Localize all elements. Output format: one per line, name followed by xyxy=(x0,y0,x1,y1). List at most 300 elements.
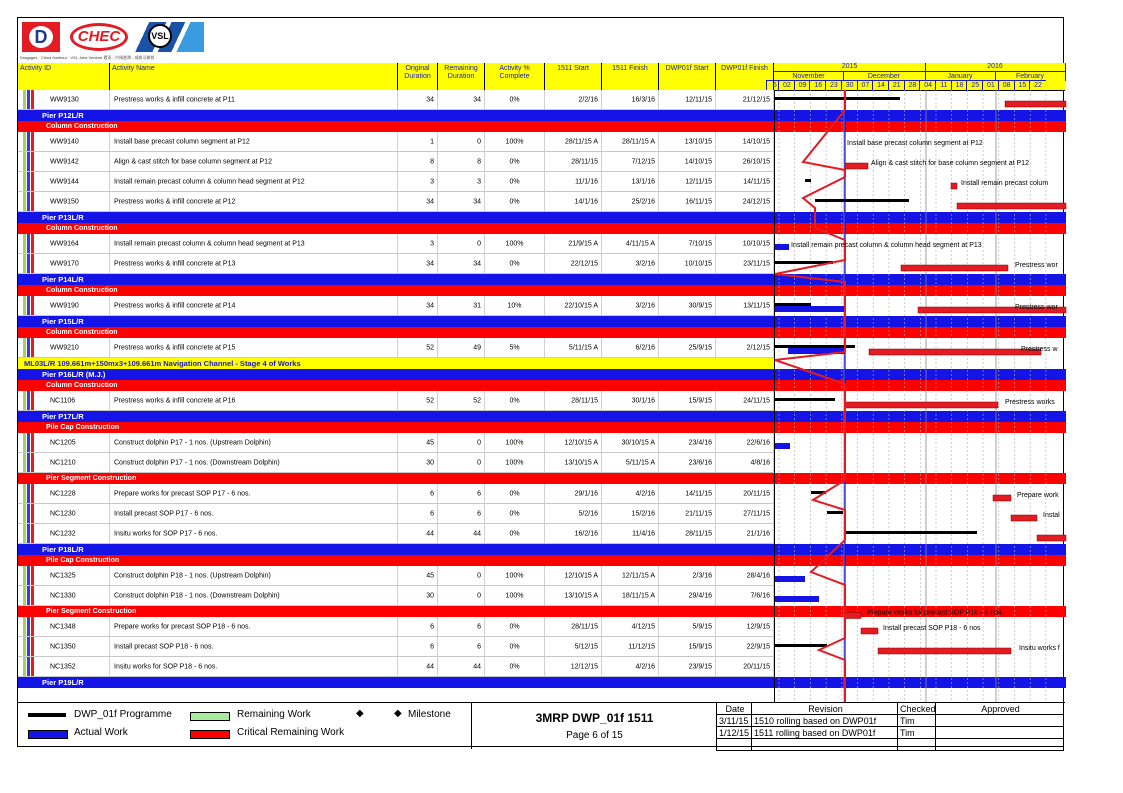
cell-name: Install precast SOP P17 - 6 nos. xyxy=(110,504,398,523)
cell-pct: 5% xyxy=(485,338,545,357)
vsl-logo: VSL xyxy=(132,22,204,52)
wbs-header[interactable]: Pier P19L/R xyxy=(18,677,774,688)
cell-dfinish: 10/10/15 xyxy=(716,234,774,253)
cell-dfinish: 26/10/15 xyxy=(716,152,774,171)
gantt-wbs-band xyxy=(775,327,1066,338)
cell-s1511: 12/10/15 A xyxy=(545,433,602,452)
cell-rd: 6 xyxy=(438,484,485,503)
wbs-subheader[interactable]: Column Construction xyxy=(18,285,774,296)
critical-bar[interactable] xyxy=(869,349,1041,355)
cell-s1511: 12/10/15 A xyxy=(545,566,602,585)
cell-name: Prestress works & infill concrete at P12 xyxy=(110,192,398,211)
rev-empty xyxy=(936,739,1064,751)
cell-od: 30 xyxy=(398,453,438,472)
cell-s1511: 11/1/16 xyxy=(545,172,602,191)
cell-name: Construct dolphin P18 - 1 nos. (Downstream Dolphin) xyxy=(110,586,398,605)
wbs-subheader[interactable]: Column Construction xyxy=(18,223,774,234)
cell-s1511: 12/12/15 xyxy=(545,657,602,676)
cell-rd: 6 xyxy=(438,617,485,636)
cell-rd: 34 xyxy=(438,254,485,273)
cell-s1511: 28/11/15 xyxy=(545,617,602,636)
col-dwp-start[interactable]: DWP01f Start xyxy=(659,63,716,90)
cell-s1511: 5/2/16 xyxy=(545,504,602,523)
table-row[interactable] xyxy=(18,254,774,274)
col-1511-start[interactable]: 1511 Start xyxy=(545,63,602,90)
rev-checked: Tim xyxy=(898,715,936,727)
cell-rd: 6 xyxy=(438,504,485,523)
cell-dfinish: 21/1/16 xyxy=(716,524,774,543)
gantt-wbs-band xyxy=(775,316,1066,327)
cell-s1511: 28/11/15 xyxy=(545,391,602,410)
timeline-month: December xyxy=(843,71,926,81)
cell-id: WW9210 xyxy=(18,338,110,357)
programme-bar[interactable] xyxy=(815,199,909,202)
cell-dfinish: 14/11/15 xyxy=(716,172,774,191)
timeline-header xyxy=(774,63,1065,91)
cell-id: NC1330 xyxy=(18,586,110,605)
cell-od: 3 xyxy=(398,172,438,191)
programme-bar[interactable] xyxy=(775,97,900,100)
gantt-wbs-band xyxy=(775,544,1066,555)
cell-dfinish: 24/12/15 xyxy=(716,192,774,211)
cell-rd: 44 xyxy=(438,524,485,543)
cell-od: 34 xyxy=(398,192,438,211)
table-row[interactable] xyxy=(18,433,774,453)
cell-pct: 100% xyxy=(485,132,545,151)
timeline-day: 11 xyxy=(935,80,952,91)
rev-approved xyxy=(936,715,1064,727)
cell-dstart: 5/9/15 xyxy=(659,617,716,636)
wbs-subheader[interactable]: Column Construction xyxy=(18,121,774,132)
cell-f1511: 4/11/15 A xyxy=(602,234,659,253)
wbs-header[interactable]: Pier P15L/R xyxy=(18,316,774,327)
wbs-subheader[interactable]: Column Construction xyxy=(18,380,774,391)
title-block xyxy=(471,703,717,749)
timeline-day: 23 xyxy=(825,80,842,91)
cell-name: Insitu works for SOP P17 - 6 nos. xyxy=(110,524,398,543)
dragages-logo: D xyxy=(22,22,60,52)
cell-id: WW9130 xyxy=(18,90,110,109)
cell-dstart: 30/9/15 xyxy=(659,296,716,315)
timeline-day: 07 xyxy=(857,80,874,91)
cell-s1511: 22/10/15 A xyxy=(545,296,602,315)
cell-name: Prestress works & infill concrete at P14 xyxy=(110,296,398,315)
cell-dstart: 21/11/15 xyxy=(659,504,716,523)
cell-dfinish: 22/6/16 xyxy=(716,433,774,452)
cell-s1511: 16/2/16 xyxy=(545,524,602,543)
legend-critical: Critical Remaining Work xyxy=(237,727,345,738)
programme-bar[interactable] xyxy=(805,179,811,182)
legend-remaining-swatch xyxy=(190,712,230,721)
col-activity-name[interactable]: Activity Name xyxy=(110,63,398,90)
gantt-bar-label: Prepare works for precast SOP P18 - 6 nos. xyxy=(867,609,1004,617)
table-row[interactable] xyxy=(18,453,774,473)
cell-od: 44 xyxy=(398,524,438,543)
timeline-day: 02 xyxy=(778,80,795,91)
cell-od: 1 xyxy=(398,132,438,151)
timeline-year: 2016 xyxy=(925,63,1066,71)
cell-dfinish: 13/11/15 xyxy=(716,296,774,315)
cell-name: Construct dolphin P17 - 1 nos. (Upstream Dolphin) xyxy=(110,433,398,452)
gantt-wbs-band xyxy=(775,212,1066,223)
timeline-day: 21 xyxy=(888,80,905,91)
cell-f1511: 5/11/15 A xyxy=(602,453,659,472)
cell-s1511: 13/10/15 A xyxy=(545,586,602,605)
legend-programme-swatch xyxy=(28,713,66,717)
cell-dfinish: 27/11/15 xyxy=(716,504,774,523)
schedule-sheet xyxy=(17,17,1064,747)
cell-s1511: 14/1/16 xyxy=(545,192,602,211)
cell-f1511: 3/2/16 xyxy=(602,254,659,273)
cell-id: NC1232 xyxy=(18,524,110,543)
cell-name: Install remain precast column & column head segment at P13 xyxy=(110,234,398,253)
legend-actual-swatch xyxy=(28,730,68,739)
cell-pct: 0% xyxy=(485,152,545,171)
rev-header-checked: Checked xyxy=(900,704,936,714)
cell-name: Install base precast column segment at P12 xyxy=(110,132,398,151)
cell-dfinish: 20/11/15 xyxy=(716,484,774,503)
table-row[interactable] xyxy=(18,338,774,358)
cell-f1511: 4/12/15 xyxy=(602,617,659,636)
cell-pct: 100% xyxy=(485,453,545,472)
table-row[interactable] xyxy=(18,172,774,192)
critical-bar[interactable] xyxy=(845,402,998,408)
critical-bar[interactable] xyxy=(861,628,878,634)
logo-caption: Dragages · China Harbour · VSL Joint Venture 寶嘉 - 中國港灣 - 威勝司聯營 xyxy=(20,55,155,60)
timeline-day: 14 xyxy=(872,80,889,91)
wbs-header[interactable]: Pier P13L/R xyxy=(18,212,774,223)
cell-od: 34 xyxy=(398,254,438,273)
wbs-subheader[interactable]: Pier Segment Construction xyxy=(18,473,774,484)
timeline-day: 09 xyxy=(794,80,811,91)
cell-id: NC1210 xyxy=(18,453,110,472)
cell-od: 30 xyxy=(398,586,438,605)
table-row[interactable] xyxy=(18,234,774,254)
cell-f1511: 25/2/16 xyxy=(602,192,659,211)
timeline-day: 22 xyxy=(1029,80,1046,91)
wbs-header[interactable]: Pier P17L/R xyxy=(18,411,774,422)
cell-pct: 0% xyxy=(485,657,545,676)
cell-id: WW9144 xyxy=(18,172,110,191)
actual-bar[interactable] xyxy=(775,244,789,250)
actual-bar[interactable] xyxy=(775,576,805,582)
wbs-header[interactable]: Pier P18L/R xyxy=(18,544,774,555)
rev-header-revision: Revision xyxy=(752,703,898,715)
cell-s1511: 22/12/15 xyxy=(545,254,602,273)
cell-pct: 100% xyxy=(485,433,545,452)
actual-bar[interactable] xyxy=(775,443,790,449)
cell-rd: 0 xyxy=(438,433,485,452)
col-original-duration[interactable]: Original Duration xyxy=(398,63,438,90)
table-row[interactable] xyxy=(18,90,774,110)
table-row[interactable] xyxy=(18,391,774,411)
cell-dfinish: 14/10/15 xyxy=(716,132,774,151)
cell-pct: 0% xyxy=(485,254,545,273)
gantt-chart xyxy=(774,90,1066,702)
cell-pct: 100% xyxy=(485,234,545,253)
table-row[interactable] xyxy=(18,637,774,657)
cell-dstart: 7/10/15 xyxy=(659,234,716,253)
milestone-icon: ◆ xyxy=(394,708,402,719)
critical-bar[interactable] xyxy=(993,495,1011,501)
programme-bar[interactable] xyxy=(775,345,855,348)
col-dwp-finish[interactable]: DWP01f Finish xyxy=(716,63,774,90)
cell-f1511: 11/4/16 xyxy=(602,524,659,543)
critical-bar[interactable] xyxy=(845,613,861,619)
critical-bar[interactable] xyxy=(845,163,868,169)
timeline-month: January xyxy=(925,71,996,81)
cell-id: WW9142 xyxy=(18,152,110,171)
cell-pct: 0% xyxy=(485,617,545,636)
gantt-bar-label: Align & cast stitch for base column segment at P12 xyxy=(871,160,1029,167)
cell-od: 8 xyxy=(398,152,438,171)
cell-dstart: 25/9/15 xyxy=(659,338,716,357)
wbs-header[interactable]: Pier P16L/R (M.J.) xyxy=(18,369,774,380)
milestone-icon: ◆ xyxy=(356,708,364,719)
table-row[interactable] xyxy=(18,484,774,504)
critical-bar[interactable] xyxy=(901,265,1008,271)
cell-id: WW9190 xyxy=(18,296,110,315)
cell-pct: 0% xyxy=(485,524,545,543)
cell-od: 45 xyxy=(398,433,438,452)
gantt-bar-label: Install precast SOP P18 - 6 nos xyxy=(883,625,981,632)
legend-critical-swatch xyxy=(190,730,230,739)
table-row[interactable] xyxy=(18,524,774,544)
cell-name: Align & cast stitch for base column segment at P12 xyxy=(110,152,398,171)
gantt-bar-label: Instal xyxy=(1043,512,1060,519)
cell-rd: 44 xyxy=(438,657,485,676)
cell-name: Construct dolphin P18 - 1 nos. (Upstream Dolphin) xyxy=(110,566,398,585)
cell-dstart: 28/11/15 xyxy=(659,524,716,543)
cell-od: 45 xyxy=(398,566,438,585)
cell-dstart: 29/4/16 xyxy=(659,586,716,605)
cell-f1511: 11/12/15 xyxy=(602,637,659,656)
cell-s1511: 13/10/15 A xyxy=(545,453,602,472)
cell-dfinish: 2/12/15 xyxy=(716,338,774,357)
rev-empty xyxy=(716,739,752,751)
cell-dstart: 23/6/16 xyxy=(659,453,716,472)
cell-id: NC1350 xyxy=(18,637,110,656)
timeline-month: February xyxy=(995,71,1066,81)
cell-dfinish: 28/4/16 xyxy=(716,566,774,585)
cell-id: WW9150 xyxy=(18,192,110,211)
cell-pct: 0% xyxy=(485,504,545,523)
cell-rd: 0 xyxy=(438,132,485,151)
cell-rd: 31 xyxy=(438,296,485,315)
cell-dstart: 12/11/15 xyxy=(659,90,716,109)
gantt-bar-label: Install remain precast column & column head segment at P13 xyxy=(791,242,982,249)
timeline-year: 2015 xyxy=(774,63,926,71)
cell-s1511: 29/1/16 xyxy=(545,484,602,503)
cell-id: NC1230 xyxy=(18,504,110,523)
timeline-day: 18 xyxy=(951,80,968,91)
programme-bar[interactable] xyxy=(775,398,835,401)
critical-bar[interactable] xyxy=(951,183,957,189)
programme-bar[interactable] xyxy=(827,511,843,514)
cell-dfinish: 4/8/16 xyxy=(716,453,774,472)
timeline-day: 01 xyxy=(982,80,999,91)
cell-id: NC1352 xyxy=(18,657,110,676)
cell-name: Prepare works for precast SOP P18 - 6 nos. xyxy=(110,617,398,636)
gantt-bar-label: Prestress wor xyxy=(1015,304,1058,311)
cell-rd: 6 xyxy=(438,637,485,656)
table-header xyxy=(18,63,773,91)
timeline-day: 15 xyxy=(1014,80,1031,91)
legend-actual: Actual Work xyxy=(74,727,128,738)
table-row[interactable] xyxy=(18,132,774,152)
timeline-day: 30 xyxy=(841,80,858,91)
cell-name: Insitu works for SOP P18 - 6 nos. xyxy=(110,657,398,676)
gantt-bar-label: Prestress w xyxy=(1021,346,1058,353)
programme-bar[interactable] xyxy=(845,531,977,534)
cell-rd: 0 xyxy=(438,566,485,585)
gantt-bar-label: Install base precast column segment at P12 xyxy=(847,140,983,147)
cell-f1511: 15/2/16 xyxy=(602,504,659,523)
cell-dfinish: 23/11/15 xyxy=(716,254,774,273)
cell-dstart: 13/10/15 xyxy=(659,132,716,151)
programme-bar[interactable] xyxy=(775,644,827,647)
col-1511-finish[interactable]: 1511 Finish xyxy=(602,63,659,90)
cell-s1511: 21/9/15 A xyxy=(545,234,602,253)
rev-date: 3/11/15 xyxy=(716,715,752,727)
cell-id: WW9170 xyxy=(18,254,110,273)
cell-id: NC1228 xyxy=(18,484,110,503)
cell-f1511: 6/2/16 xyxy=(602,338,659,357)
wbs-subheader[interactable]: Pile Cap Construction xyxy=(18,422,774,433)
cell-s1511: 28/11/15 xyxy=(545,152,602,171)
cell-name: Prestress works & infill concrete at P13 xyxy=(110,254,398,273)
cell-id: NC1106 xyxy=(18,391,110,410)
cell-id: NC1205 xyxy=(18,433,110,452)
cell-pct: 0% xyxy=(485,391,545,410)
table-row[interactable] xyxy=(18,152,774,172)
rev-header-date: Date xyxy=(716,703,752,715)
page-number: Page 6 of 15 xyxy=(566,730,623,741)
cell-name: Prepare works for precast SOP P17 - 6 nos. xyxy=(110,484,398,503)
table-row[interactable] xyxy=(18,617,774,637)
wbs-subheader[interactable]: Column Construction xyxy=(18,327,774,338)
cell-dstart: 23/4/16 xyxy=(659,433,716,452)
actual-bar[interactable] xyxy=(775,306,845,312)
table-row[interactable] xyxy=(18,586,774,606)
cell-dstart: 14/10/15 xyxy=(659,152,716,171)
cell-dstart: 14/11/15 xyxy=(659,484,716,503)
revision-table xyxy=(716,703,1065,749)
chec-logo: CHEC xyxy=(70,23,128,51)
timeline-day: 5 xyxy=(766,80,783,91)
timeline-day: 04 xyxy=(919,80,936,91)
table-row[interactable] xyxy=(18,566,774,586)
critical-bar[interactable] xyxy=(1005,101,1066,107)
wbs-header[interactable]: Pier P14L/R xyxy=(18,274,774,285)
wbs-subheader[interactable]: Pile Cap Construction xyxy=(18,555,774,566)
cell-dfinish: 22/9/15 xyxy=(716,637,774,656)
cell-dstart: 12/11/15 xyxy=(659,172,716,191)
gantt-bar-label: Prepare work xyxy=(1017,492,1059,499)
cell-id: NC1348 xyxy=(18,617,110,636)
table-row[interactable] xyxy=(18,296,774,316)
critical-bar[interactable] xyxy=(878,648,1011,654)
activity-table xyxy=(18,90,774,702)
gantt-bar-label: Prestress wor xyxy=(1015,262,1058,269)
cell-od: 52 xyxy=(398,391,438,410)
cell-f1511: 18/11/15 A xyxy=(602,586,659,605)
cell-s1511: 5/12/15 xyxy=(545,637,602,656)
gantt-bar-label: Insitu works f xyxy=(1019,645,1060,652)
col-remaining-duration[interactable]: Remaining Duration xyxy=(438,63,485,90)
critical-bar[interactable] xyxy=(1011,515,1037,521)
cell-dstart: 23/9/15 xyxy=(659,657,716,676)
table-row[interactable] xyxy=(18,657,774,677)
rev-text: 1511 rolling based on DWP01f xyxy=(752,727,898,739)
wbs-subheader[interactable]: Pier Segment Construction xyxy=(18,606,774,617)
cell-f1511: 30/1/16 xyxy=(602,391,659,410)
cell-dfinish: 24/11/15 xyxy=(716,391,774,410)
legend-remaining: Remaining Work xyxy=(237,709,311,720)
rev-empty xyxy=(752,739,898,751)
cell-od: 6 xyxy=(398,504,438,523)
gantt-wbs-band xyxy=(775,411,1066,422)
legend-programme: DWP_01f Programme xyxy=(74,709,172,720)
cell-od: 6 xyxy=(398,637,438,656)
rev-text: 1510 rolling based on DWP01f xyxy=(752,715,898,727)
table-row[interactable] xyxy=(18,504,774,524)
cell-dfinish: 21/12/15 xyxy=(716,90,774,109)
critical-bar[interactable] xyxy=(1037,535,1066,541)
cell-pct: 100% xyxy=(485,586,545,605)
cell-od: 34 xyxy=(398,90,438,109)
cell-od: 6 xyxy=(398,617,438,636)
actual-bar[interactable] xyxy=(775,596,819,602)
cell-pct: 0% xyxy=(485,192,545,211)
cell-s1511: 28/11/15 A xyxy=(545,132,602,151)
timeline-day: 16 xyxy=(809,80,826,91)
cell-f1511: 4/2/16 xyxy=(602,484,659,503)
programme-bar[interactable] xyxy=(775,303,811,306)
cell-rd: 49 xyxy=(438,338,485,357)
col-activity-complete[interactable]: Activity % Complete xyxy=(485,63,545,90)
cell-id: WW9164 xyxy=(18,234,110,253)
table-row[interactable] xyxy=(18,192,774,212)
rev-header-approved: Approved xyxy=(936,703,1064,715)
wbs-header[interactable]: Pier P12L/R xyxy=(18,110,774,121)
gantt-bar-label: Install remain precast colum xyxy=(961,180,1049,187)
cell-pct: 0% xyxy=(485,637,545,656)
cell-rd: 34 xyxy=(438,192,485,211)
col-activity-id[interactable]: Activity ID xyxy=(18,63,110,90)
gantt-wbs-band xyxy=(775,380,1066,391)
cell-name: Prestress works & infill concrete at P16 xyxy=(110,391,398,410)
timeline-day: 08 xyxy=(998,80,1015,91)
cell-id: WW9140 xyxy=(18,132,110,151)
cell-s1511: 5/11/15 A xyxy=(545,338,602,357)
cell-dstart: 10/10/15 xyxy=(659,254,716,273)
cell-name: Construct dolphin P17 - 1 nos. (Downstream Dolphin) xyxy=(110,453,398,472)
cell-pct: 10% xyxy=(485,296,545,315)
cell-od: 52 xyxy=(398,338,438,357)
cell-dstart: 15/9/15 xyxy=(659,637,716,656)
cell-pct: 0% xyxy=(485,172,545,191)
cell-pct: 0% xyxy=(485,484,545,503)
cell-od: 6 xyxy=(398,484,438,503)
critical-bar[interactable] xyxy=(957,203,1066,209)
stage-header[interactable]: ML03L/R 109.661m+150mx3+109.661m Navigation Channel - Stage 4 of Works xyxy=(18,358,774,369)
cell-f1511: 16/3/16 xyxy=(602,90,659,109)
timeline-month: November xyxy=(774,71,844,81)
rev-checked: Tim xyxy=(898,727,936,739)
cell-name: Install remain precast column & column head segment at P12 xyxy=(110,172,398,191)
cell-id: NC1325 xyxy=(18,566,110,585)
